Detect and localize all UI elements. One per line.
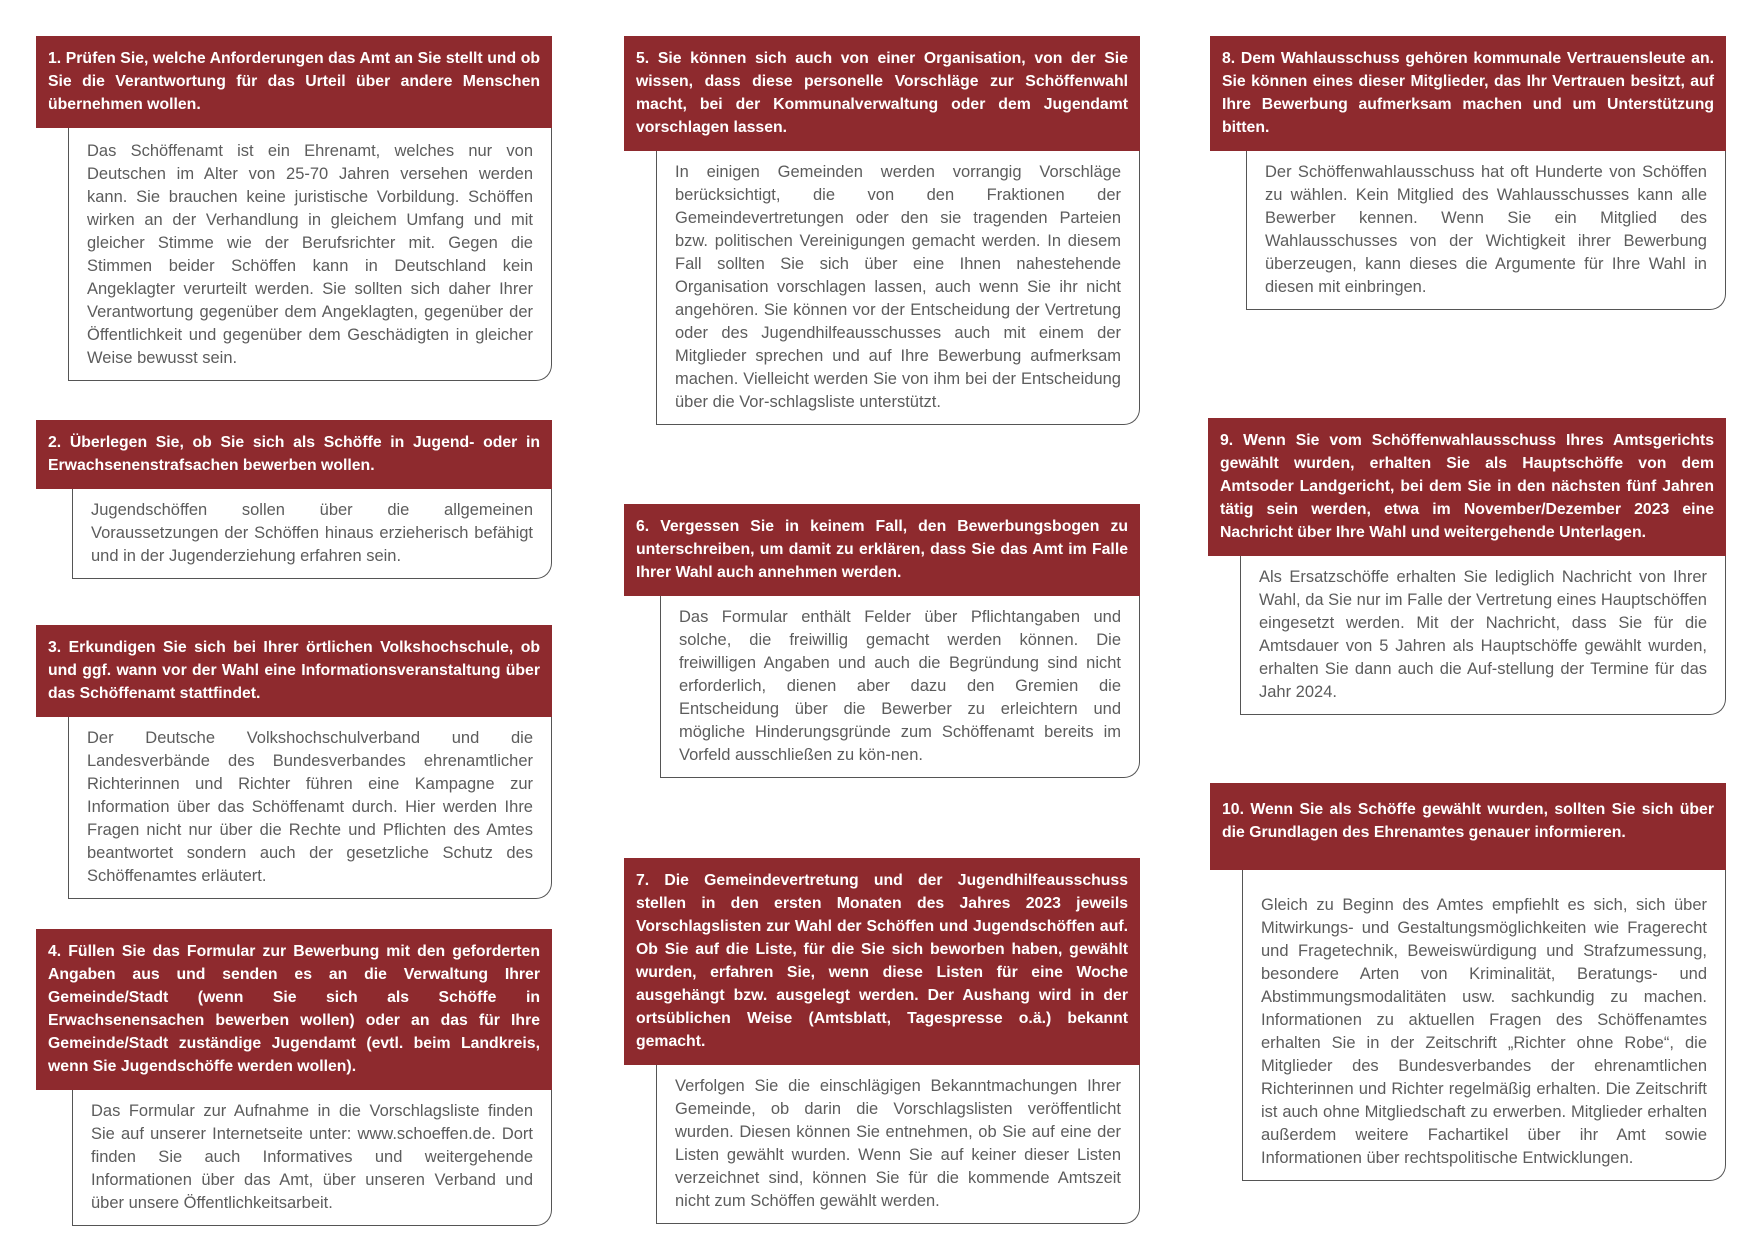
step-9-text: Als Ersatzschöffe erhalten Sie lediglich Nachricht von Ihrer Wahl, da Sie nur im Falle der Vertretung eines Hauptschöffen eingesetzt werden. Mit der Nachricht, dass Sie für die Amtsdauer von 5 Jahren als Hauptschöffe gewählt wurden, erhalten Sie dann auch die Auf-stellung der Termine für das Jahr 2024. <box>1240 556 1726 715</box>
step-title: Sie können sich auch von einer Organisation, von der Sie wissen, dass diese personelle Vorschläge zur Schöffenwahl macht, bei der Kommunalverwaltung oder dem Jugendamt vorschlagen lassen. <box>636 50 1128 136</box>
step-number: 7. <box>636 872 650 889</box>
step-7-heading <box>624 858 1140 1065</box>
step-4-text: Das Formular zur Aufnahme in die Vorschlagsliste finden Sie auf unserer Internetseite unter: www.schoeffen.de. Dort finden Sie auch Informatives und weitergehende Informationen über das Amt, über unseren Verband und über unsere Öffentlichkeitsarbeit. <box>72 1090 552 1226</box>
step-3 <box>36 625 552 899</box>
step-4-heading <box>36 929 552 1090</box>
step-number: 1. <box>48 50 62 67</box>
step-5-heading <box>624 36 1140 151</box>
step-2 <box>36 420 552 579</box>
step-7 <box>624 858 1140 1224</box>
step-5 <box>624 36 1140 425</box>
step-title: Wenn Sie vom Schöffenwahlausschuss Ihres Amtsgerichts gewählt wurden, erhalten Sie als Hauptschöffe von dem Amtsoder Landgericht, bei dem Sie in den nächsten fünf Jahren tätig sein werden, etwa im November/Dezember 2023 eine Nachricht über Ihre Wahl und weitergehende Unterlagen. <box>1220 432 1714 541</box>
step-3-heading <box>36 625 552 717</box>
step-number: 4. <box>48 943 62 960</box>
step-2-text: Jugendschöffen sollen über die allgemeinen Voraussetzungen der Schöffen hinaus erzieherisch befähigt und in der Jugenderziehung erfahren sein. <box>72 489 552 579</box>
step-10 <box>1210 783 1726 1181</box>
step-7-text: Verfolgen Sie die einschlägigen Bekanntmachungen Ihrer Gemeinde, ob darin die Vorschlagslisten veröffentlicht wurden. Diesen können Sie entnehmen, ob Sie auf eine der Listen gewählt wurden. Wenn Sie auf keiner dieser Listen verzeichnet sind, können Sie für die kommende Amtszeit nicht zum Schöffen gewählt werden. <box>656 1065 1140 1224</box>
step-6-heading <box>624 504 1140 596</box>
step-3-text: Der Deutsche Volkshochschulverband und die Landesverbände des Bundesverbandes ehrenamtlicher Richterinnen und Richter führen eine Kampagne zur Information über das Schöffenamt durch. Hier werden Ihre Fragen nicht nur über die Rechte und Pflichten des Amtes beantwortet sondern auch der gesetzliche Schutz des Schöffenamtes erläutert. <box>68 717 552 899</box>
step-number: 9. <box>1220 432 1234 449</box>
step-9-heading <box>1208 418 1726 556</box>
step-title: Vergessen Sie in keinem Fall, den Bewerbungsbogen zu unterschreiben, um damit zu erklären, dass Sie das Amt im Falle Ihrer Wahl auch annehmen werden. <box>636 518 1128 581</box>
step-2-heading <box>36 420 552 489</box>
step-1-text: Das Schöffenamt ist ein Ehrenamt, welches nur von Deutschen im Alter von 25-70 Jahren versehen werden kann. Sie brauchen keine juristische Vorbildung. Schöffen wirken an der Verhandlung in gleichem Umfang und mit gleicher Stimme wie der Berufsrichter mit. Gegen die Stimmen beider Schöffen kann in Deutschland kein Angeklagter verurteilt werden. Sie sollten sich daher Ihrer Verantwortung gegenüber dem Angeklagten, gegenüber der Öffentlichkeit und gegenüber dem Geschädigten in gleicher Weise bewusst sein. <box>68 128 552 381</box>
step-6-text: Das Formular enthält Felder über Pflichtangaben und solche, die freiwillig gemacht werden können. Die freiwilligen Angaben und auch die Begründung sind nicht erforderlich, dienen aber dazu den Gremien die Entscheidung über die Bewerber zu erleichtern und mögliche Hinderungsgründe zum Schöffenamt bereits im Vorfeld ausschließen zu kön-nen. <box>660 596 1140 778</box>
step-9 <box>1208 418 1726 715</box>
step-title: Die Gemeindevertretung und der Jugendhilfeausschuss stellen in den ersten Monaten des Jahres 2023 jeweils Vorschlagslisten zur Wahl der Schöffen und Jugendschöffen auf. Ob Sie auf die Liste, für die Sie sich beworben haben, gewählt wurden, erfahren Sie, wenn diese Listen für eine Woche ausgehängt bzw. ausgelegt werden. Der Aushang wird in der ortsüblichen Weise (Amtsblatt, Tagespresse o.ä.) bekannt gemacht. <box>636 872 1129 1050</box>
step-8-text: Der Schöffenwahlausschuss hat oft Hunderte von Schöffen zu wählen. Kein Mitglied des Wahlausschusses kann alle Bewerber kennen. Wenn Sie ein Mitglied des Wahlausschusses von der Wichtigkeit ihrer Bewerbung überzeugen, kann dieses die Argumente für Ihre Wahl in diesen mit einbringen. <box>1246 151 1726 310</box>
step-number: 2. <box>48 434 62 451</box>
step-number: 5. <box>636 50 650 67</box>
step-number: 10. <box>1222 801 1244 818</box>
step-number: 6. <box>636 518 650 535</box>
step-title: Prüfen Sie, welche Anforderungen das Amt an Sie stellt und ob Sie die Verantwortung für das Urteil über andere Menschen übernehmen wollen. <box>48 50 541 113</box>
step-6 <box>624 504 1140 778</box>
step-1 <box>36 36 552 381</box>
step-1-heading <box>36 36 552 128</box>
step-number: 3. <box>48 639 62 656</box>
step-title: Füllen Sie das Formular zur Bewerbung mit den geforderten Angaben aus und senden es an die Verwaltung Ihrer Gemeinde/Stadt (wenn Sie sich als Schöffe in Erwachsenensachen bewerben wollen) oder an das für Ihre Gemeinde/Stadt zuständige Jugendamt (evtl. beim Landkreis, wenn Sie Jugendschöffe werden wollen). <box>48 943 540 1075</box>
step-10-heading <box>1210 783 1726 870</box>
step-number: 8. <box>1222 50 1236 67</box>
step-title: Dem Wahlausschuss gehören kommunale Vertrauensleute an. Sie können eines dieser Mitglieder, das Ihr Vertrauen besitzt, auf Ihre Bewerbung aufmerksam machen und um Unterstützung bitten. <box>1222 50 1714 136</box>
step-title: Erkundigen Sie sich bei Ihrer örtlichen Volkshochschule, ob und ggf. wann vor der Wahl eine Informationsveranstaltung über das Schöffenamt stattfindet. <box>48 639 541 702</box>
step-title: Wenn Sie als Schöffe gewählt wurden, sollten Sie sich über die Grundlagen des Ehrenamtes genauer informieren. <box>1222 801 1714 841</box>
step-8-heading <box>1210 36 1726 151</box>
step-4 <box>36 929 552 1226</box>
step-10-text: Gleich zu Beginn des Amtes empfiehlt es sich, sich über Mitwirkungs- und Gestaltungsmöglichkeiten wie Fragerecht und Fragetechnik, Beweiswürdigung und Strafzumessung, besondere Arten von Kriminalität, Beratungs- und Abstimmungsmodalitäten usw. sachkundig zu machen. Informationen zu aktuellen Fragen des Schöffenamtes erhalten Sie in der Zeitschrift „Richter ohne Robe“, die Mitglieder des Bundesverbandes der ehrenamtlichen Richterinnen und Richter regelmäßig erhalten. Die Zeitschrift ist auch ohne Mitgliedschaft zu erwerben. Mitglieder erhalten außerdem weitere Fachartikel über ihr Amt sowie Informationen über rechtspolitische Entwicklungen. <box>1242 870 1726 1181</box>
step-5-text: In einigen Gemeinden werden vorrangig Vorschläge berücksichtigt, die von den Fraktionen der Gemeindevertretungen oder den sie tragenden Parteien bzw. politischen Vereinigungen gemacht werden. In diesem Fall sollten Sie sich über eine Ihnen nahestehende Organisation vorschlagen lassen, auch wenn Sie ihr nicht angehören. Sie können vor der Entscheidung der Vertretung oder des Jugendhilfeausschusses auch mit einem der Mitglieder sprechen und auf Ihre Bewerbung aufmerksam machen. Vielleicht werden Sie von ihm bei der Entscheidung über die Vor-schlagsliste unterstützt. <box>656 151 1140 425</box>
step-title: Überlegen Sie, ob Sie sich als Schöffe in Jugend- oder in Erwachsenenstrafsachen bewerben wollen. <box>48 434 540 474</box>
step-8 <box>1210 36 1726 310</box>
